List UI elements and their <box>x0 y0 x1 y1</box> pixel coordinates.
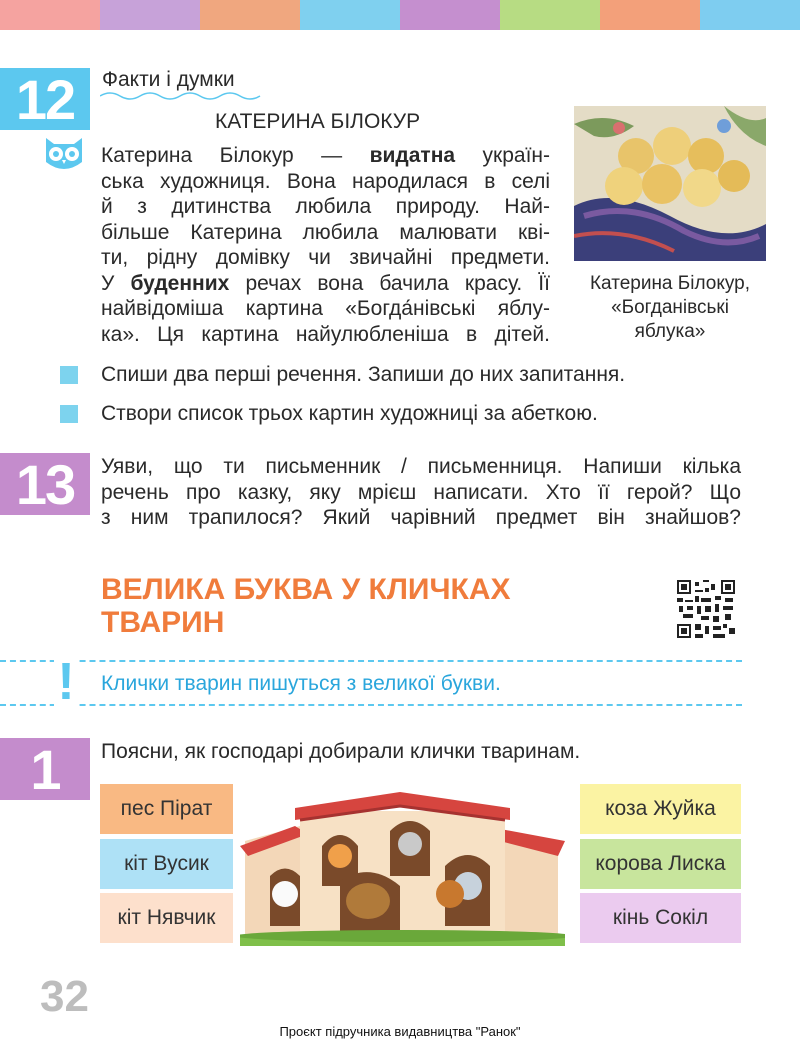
wavy-underline <box>100 90 265 102</box>
text-line: з ним трапилося? Який чарівний предмет він знайшов? <box>101 506 741 529</box>
footer-text: Проєкт підручника видавництва "Ранок" <box>279 1024 521 1039</box>
top-strip-segment <box>200 0 300 30</box>
rule-border-top <box>0 660 742 662</box>
top-color-strip <box>0 0 800 30</box>
caption-line: «Богданівські <box>611 297 729 318</box>
text-line <box>101 245 550 271</box>
bold-word: видатна <box>369 144 456 167</box>
text-body <box>101 143 550 347</box>
top-strip-segment <box>300 0 400 30</box>
task-text: Створи список трьох картин художниці за абеткою. <box>101 402 598 425</box>
text-fragment: ти, рідну домівку чи звичайні предмети. <box>101 246 550 269</box>
text-line <box>101 322 550 348</box>
top-strip-segment <box>400 0 500 30</box>
text-title: КАТЕРИНА БІЛОКУР <box>215 110 421 133</box>
label-niavchyk: кіт Нявчик <box>100 893 233 943</box>
text-fragment: більше Катерина любила малювати кві- <box>101 220 550 244</box>
painting-caption <box>568 272 772 344</box>
top-strip-segment <box>500 0 600 30</box>
exercise-1-instruction: Поясни, як господарі добирали клички тваринам. <box>101 740 581 763</box>
task-text: Спиши два перші речення. Запиши до них запитання. <box>101 363 626 386</box>
section-title-line: ТВАРИН <box>101 606 225 639</box>
text-line <box>101 271 550 297</box>
text-line <box>101 296 550 322</box>
rule-border-bottom <box>0 704 742 706</box>
text-fragment: й з дитинства любила природу. Най- <box>101 195 550 218</box>
label-sokil: кінь Сокіл <box>580 893 741 943</box>
exercise-13-text <box>101 454 741 531</box>
top-strip-segment <box>700 0 800 30</box>
section-title <box>101 573 511 639</box>
top-strip-segment <box>0 0 100 30</box>
task-bullet <box>60 366 78 384</box>
rule-text: Клички тварин пишуться з великої букви. <box>101 672 501 695</box>
exercise-number-1: 1 <box>0 738 90 800</box>
text-fragment: ка». Ця картина найулюбленіша в дітей. <box>101 322 550 346</box>
top-strip-segment <box>100 0 200 30</box>
exercise-number-12: 12 <box>0 68 90 130</box>
qr-code-icon <box>677 580 735 638</box>
label-zhuika: коза Жуйка <box>580 784 741 834</box>
page-number: 32 <box>40 972 89 1021</box>
text-line <box>101 194 550 220</box>
section-title-line: ВЕЛИКА БУКВА У КЛИЧКАХ <box>101 573 511 606</box>
bold-word: буденних <box>130 271 230 295</box>
text-line <box>101 143 550 169</box>
text-fragment: україн- <box>455 144 550 167</box>
text-line: Уяви, що ти письменник / письменниця. Напиши кілька <box>101 455 741 478</box>
text-line: речень про казку, яку мрієш написати. Хто її герой? Що <box>101 480 741 504</box>
owl-icon <box>42 132 86 174</box>
text-fragment: речах вона бачила красу. Її <box>229 271 550 295</box>
caption-line: яблука» <box>634 321 706 342</box>
text-fragment: У <box>101 271 131 295</box>
label-vusyk: кіт Вусик <box>100 839 233 889</box>
text-fragment: Катерина Білокур — <box>101 144 370 167</box>
text-fragment: ська художниця. Вона народилася в селі <box>101 169 550 193</box>
label-lyska: корова Лиска <box>580 839 741 889</box>
label-pirat: пес Пірат <box>100 784 233 834</box>
exercise-number-13: 13 <box>0 453 90 515</box>
top-strip-segment <box>600 0 700 30</box>
painting-image <box>574 106 766 261</box>
heading-facts-and-opinions <box>102 68 235 92</box>
task-bullet <box>60 405 78 423</box>
text-fragment: найвідоміша картина «Богда́нівські яблу- <box>101 297 550 320</box>
animals-house-illustration <box>240 786 565 946</box>
exclamation-icon: ! <box>54 652 78 712</box>
text-line <box>101 169 550 195</box>
text-line <box>101 220 550 246</box>
heading-text: Факти і думки <box>102 68 235 91</box>
caption-line: Катерина Білокур, <box>589 273 750 294</box>
